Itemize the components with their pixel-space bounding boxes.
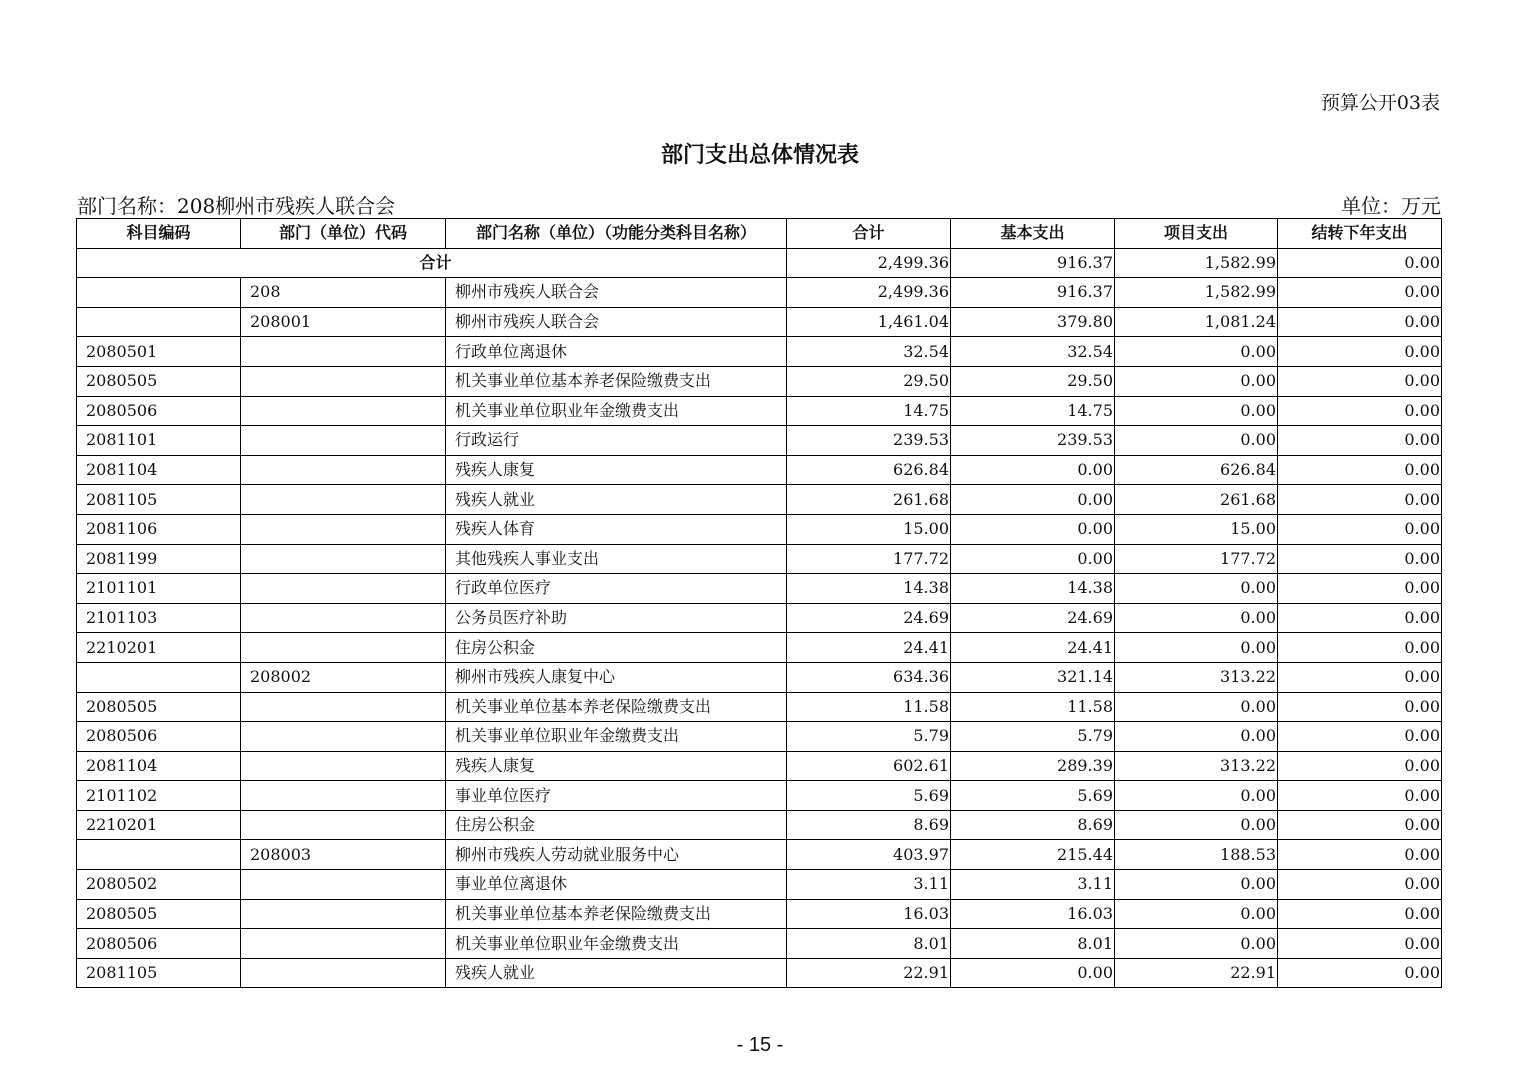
project-cell: 177.72 — [1115, 544, 1278, 574]
basic-cell: 8.69 — [951, 810, 1115, 840]
table-row — [77, 633, 1442, 663]
project-cell: 0.00 — [1115, 603, 1278, 633]
table-header-row — [77, 219, 1442, 249]
total-cell: 5.79 — [787, 722, 951, 752]
subject-code-cell: 2081105 — [77, 485, 241, 515]
unit-code-cell — [241, 366, 446, 396]
subject-code-cell — [77, 840, 241, 870]
subject-code-cell: 2080506 — [77, 722, 241, 752]
project-cell: 261.68 — [1115, 485, 1278, 515]
project-cell: 0.00 — [1115, 366, 1278, 396]
name-cell: 机关事业单位职业年金缴费支出 — [446, 396, 787, 426]
total-cell: 16.03 — [787, 899, 951, 929]
subject-code-cell: 2081101 — [77, 426, 241, 456]
unit-code-cell: 208001 — [241, 307, 446, 337]
basic-cell: 0.00 — [951, 958, 1115, 988]
subject-code-cell: 2080505 — [77, 692, 241, 722]
basic-cell: 916.37 — [951, 278, 1115, 308]
subject-code-cell: 2210201 — [77, 810, 241, 840]
name-cell: 行政单位医疗 — [446, 574, 787, 604]
subject-code-cell: 2080506 — [77, 396, 241, 426]
project-cell: 1,582.99 — [1115, 278, 1278, 308]
basic-cell: 16.03 — [951, 899, 1115, 929]
table-row — [77, 574, 1442, 604]
basic-cell: 239.53 — [951, 426, 1115, 456]
basic-cell: 321.14 — [951, 662, 1115, 692]
project-cell: 0.00 — [1115, 781, 1278, 811]
total-cell: 2,499.36 — [787, 278, 951, 308]
column-header: 科目编码 — [77, 219, 241, 249]
carryover-cell: 0.00 — [1278, 870, 1442, 900]
column-header: 合计 — [787, 219, 951, 249]
unit-code-cell — [241, 929, 446, 959]
unit-code-cell — [241, 574, 446, 604]
carryover-cell: 0.00 — [1278, 899, 1442, 929]
subject-code-cell: 2101101 — [77, 574, 241, 604]
name-cell: 残疾人就业 — [446, 485, 787, 515]
carryover-cell: 0.00 — [1278, 396, 1442, 426]
carryover-cell: 0.00 — [1278, 485, 1442, 515]
subject-code-cell — [77, 662, 241, 692]
total-cell: 15.00 — [787, 514, 951, 544]
project-cell: 0.00 — [1115, 810, 1278, 840]
basic-cell: 14.75 — [951, 396, 1115, 426]
project-cell: 0.00 — [1115, 692, 1278, 722]
unit-code-cell — [241, 751, 446, 781]
basic-cell: 0.00 — [951, 544, 1115, 574]
carryover-cell: 0.00 — [1278, 307, 1442, 337]
name-cell: 机关事业单位职业年金缴费支出 — [446, 929, 787, 959]
carryover-cell: 0.00 — [1278, 958, 1442, 988]
total-cell: 3.11 — [787, 870, 951, 900]
subject-code-cell: 2080505 — [77, 899, 241, 929]
name-cell: 残疾人康复 — [446, 455, 787, 485]
carryover-cell: 0.00 — [1278, 781, 1442, 811]
column-header: 部门（单位）代码 — [241, 219, 446, 249]
name-cell: 柳州市残疾人联合会 — [446, 307, 787, 337]
unit-code-cell — [241, 899, 446, 929]
page-title: 部门支出总体情况表 — [660, 143, 859, 168]
project-cell: 0.00 — [1115, 870, 1278, 900]
table-row — [77, 899, 1442, 929]
budget-table — [76, 218, 1442, 988]
table-row — [77, 485, 1442, 515]
project-cell: 0.00 — [1115, 929, 1278, 959]
carryover-cell: 0.00 — [1278, 574, 1442, 604]
name-cell: 柳州市残疾人劳动就业服务中心 — [446, 840, 787, 870]
table-row — [77, 958, 1442, 988]
table-row — [77, 366, 1442, 396]
subject-code-cell: 2101102 — [77, 781, 241, 811]
project-cell: 1,582.99 — [1115, 248, 1278, 278]
project-cell: 15.00 — [1115, 514, 1278, 544]
name-cell: 公务员医疗补助 — [446, 603, 787, 633]
carryover-cell: 0.00 — [1278, 662, 1442, 692]
table-row — [77, 692, 1442, 722]
unit-code-cell — [241, 396, 446, 426]
total-cell: 8.01 — [787, 929, 951, 959]
total-label: 合计 — [77, 248, 787, 278]
subject-code-cell: 2080505 — [77, 366, 241, 396]
table-row — [77, 781, 1442, 811]
basic-cell: 289.39 — [951, 751, 1115, 781]
carryover-cell: 0.00 — [1278, 810, 1442, 840]
basic-cell: 215.44 — [951, 840, 1115, 870]
form-code: 预算公开03表 — [1320, 92, 1440, 114]
basic-cell: 11.58 — [951, 692, 1115, 722]
total-cell: 177.72 — [787, 544, 951, 574]
subject-code-cell: 2081105 — [77, 958, 241, 988]
total-cell: 14.38 — [787, 574, 951, 604]
total-cell: 261.68 — [787, 485, 951, 515]
table-row — [77, 426, 1442, 456]
subject-code-cell: 2081104 — [77, 455, 241, 485]
table-row — [77, 514, 1442, 544]
unit-code-cell — [241, 722, 446, 752]
basic-cell: 24.41 — [951, 633, 1115, 663]
table-row — [77, 544, 1442, 574]
table-row — [77, 278, 1442, 308]
table-row — [77, 455, 1442, 485]
total-cell: 626.84 — [787, 455, 951, 485]
total-cell: 602.61 — [787, 751, 951, 781]
name-cell: 残疾人康复 — [446, 751, 787, 781]
unit-code-cell — [241, 958, 446, 988]
total-row — [77, 248, 1442, 278]
table-row — [77, 337, 1442, 367]
subject-code-cell: 2081104 — [77, 751, 241, 781]
carryover-cell: 0.00 — [1278, 248, 1442, 278]
project-cell: 313.22 — [1115, 751, 1278, 781]
unit-code-cell — [241, 603, 446, 633]
total-cell: 24.41 — [787, 633, 951, 663]
name-cell: 住房公积金 — [446, 633, 787, 663]
project-cell: 313.22 — [1115, 662, 1278, 692]
name-cell: 机关事业单位职业年金缴费支出 — [446, 722, 787, 752]
name-cell: 行政运行 — [446, 426, 787, 456]
unit-code-cell: 208002 — [241, 662, 446, 692]
unit-code-cell: 208003 — [241, 840, 446, 870]
carryover-cell: 0.00 — [1278, 603, 1442, 633]
unit-code-cell — [241, 426, 446, 456]
basic-cell: 0.00 — [951, 514, 1115, 544]
table-row — [77, 751, 1442, 781]
subject-code-cell: 2080501 — [77, 337, 241, 367]
table-row — [77, 722, 1442, 752]
carryover-cell: 0.00 — [1278, 366, 1442, 396]
name-cell: 机关事业单位基本养老保险缴费支出 — [446, 366, 787, 396]
unit-code-cell — [241, 870, 446, 900]
basic-cell: 29.50 — [951, 366, 1115, 396]
basic-cell: 379.80 — [951, 307, 1115, 337]
basic-cell: 0.00 — [951, 485, 1115, 515]
subject-code-cell: 2081106 — [77, 514, 241, 544]
basic-cell: 14.38 — [951, 574, 1115, 604]
name-cell: 机关事业单位基本养老保险缴费支出 — [446, 899, 787, 929]
subject-code-cell: 2080506 — [77, 929, 241, 959]
column-header: 基本支出 — [951, 219, 1115, 249]
project-cell: 0.00 — [1115, 426, 1278, 456]
unit-code-cell — [241, 514, 446, 544]
subject-code-cell: 2080502 — [77, 870, 241, 900]
carryover-cell: 0.00 — [1278, 544, 1442, 574]
unit-code-cell — [241, 485, 446, 515]
unit-code-cell — [241, 633, 446, 663]
unit-label: 单位：万元 — [1341, 194, 1441, 218]
project-cell: 0.00 — [1115, 722, 1278, 752]
carryover-cell: 0.00 — [1278, 692, 1442, 722]
carryover-cell: 0.00 — [1278, 337, 1442, 367]
carryover-cell: 0.00 — [1278, 633, 1442, 663]
page-number: - 15 - — [736, 1034, 784, 1056]
carryover-cell: 0.00 — [1278, 840, 1442, 870]
table-body — [77, 248, 1442, 988]
project-cell: 0.00 — [1115, 899, 1278, 929]
name-cell: 事业单位离退休 — [446, 870, 787, 900]
basic-cell: 5.79 — [951, 722, 1115, 752]
total-cell: 11.58 — [787, 692, 951, 722]
carryover-cell: 0.00 — [1278, 455, 1442, 485]
project-cell: 0.00 — [1115, 337, 1278, 367]
subject-code-cell: 2081199 — [77, 544, 241, 574]
basic-cell: 32.54 — [951, 337, 1115, 367]
carryover-cell: 0.00 — [1278, 426, 1442, 456]
total-cell: 1,461.04 — [787, 307, 951, 337]
project-cell: 0.00 — [1115, 633, 1278, 663]
unit-code-cell — [241, 337, 446, 367]
carryover-cell: 0.00 — [1278, 929, 1442, 959]
project-cell: 188.53 — [1115, 840, 1278, 870]
unit-code-cell — [241, 455, 446, 485]
carryover-cell: 0.00 — [1278, 278, 1442, 308]
table-row — [77, 396, 1442, 426]
total-cell: 8.69 — [787, 810, 951, 840]
unit-code-cell — [241, 692, 446, 722]
total-cell: 29.50 — [787, 366, 951, 396]
carryover-cell: 0.00 — [1278, 514, 1442, 544]
subject-code-cell — [77, 278, 241, 308]
name-cell: 行政单位离退休 — [446, 337, 787, 367]
column-header: 部门名称（单位）（功能分类科目名称） — [446, 219, 787, 249]
basic-cell: 0.00 — [951, 455, 1115, 485]
basic-cell: 3.11 — [951, 870, 1115, 900]
total-cell: 24.69 — [787, 603, 951, 633]
table-row — [77, 870, 1442, 900]
meta-row — [77, 190, 1441, 219]
unit-code-cell: 208 — [241, 278, 446, 308]
unit-code-cell — [241, 781, 446, 811]
total-cell: 403.97 — [787, 840, 951, 870]
total-cell: 22.91 — [787, 958, 951, 988]
department-label: 部门名称：208柳州市残疾人联合会 — [77, 194, 396, 218]
project-cell: 0.00 — [1115, 396, 1278, 426]
table-row — [77, 810, 1442, 840]
column-header: 结转下年支出 — [1278, 219, 1442, 249]
unit-code-cell — [241, 544, 446, 574]
project-cell: 0.00 — [1115, 574, 1278, 604]
total-cell: 239.53 — [787, 426, 951, 456]
basic-cell: 8.01 — [951, 929, 1115, 959]
total-cell: 634.36 — [787, 662, 951, 692]
table-row — [77, 840, 1442, 870]
carryover-cell: 0.00 — [1278, 751, 1442, 781]
basic-cell: 916.37 — [951, 248, 1115, 278]
project-cell: 22.91 — [1115, 958, 1278, 988]
name-cell: 残疾人体育 — [446, 514, 787, 544]
subject-code-cell — [77, 307, 241, 337]
basic-cell: 5.69 — [951, 781, 1115, 811]
unit-code-cell — [241, 810, 446, 840]
column-header: 项目支出 — [1115, 219, 1278, 249]
table-row — [77, 307, 1442, 337]
name-cell: 其他残疾人事业支出 — [446, 544, 787, 574]
project-cell: 626.84 — [1115, 455, 1278, 485]
total-cell: 32.54 — [787, 337, 951, 367]
subject-code-cell: 2210201 — [77, 633, 241, 663]
name-cell: 住房公积金 — [446, 810, 787, 840]
name-cell: 柳州市残疾人联合会 — [446, 278, 787, 308]
table-row — [77, 662, 1442, 692]
table-row — [77, 603, 1442, 633]
carryover-cell: 0.00 — [1278, 722, 1442, 752]
total-cell: 5.69 — [787, 781, 951, 811]
table-row — [77, 929, 1442, 959]
name-cell: 柳州市残疾人康复中心 — [446, 662, 787, 692]
name-cell: 残疾人就业 — [446, 958, 787, 988]
basic-cell: 24.69 — [951, 603, 1115, 633]
subject-code-cell: 2101103 — [77, 603, 241, 633]
project-cell: 1,081.24 — [1115, 307, 1278, 337]
total-cell: 14.75 — [787, 396, 951, 426]
name-cell: 机关事业单位基本养老保险缴费支出 — [446, 692, 787, 722]
total-cell: 2,499.36 — [787, 248, 951, 278]
name-cell: 事业单位医疗 — [446, 781, 787, 811]
